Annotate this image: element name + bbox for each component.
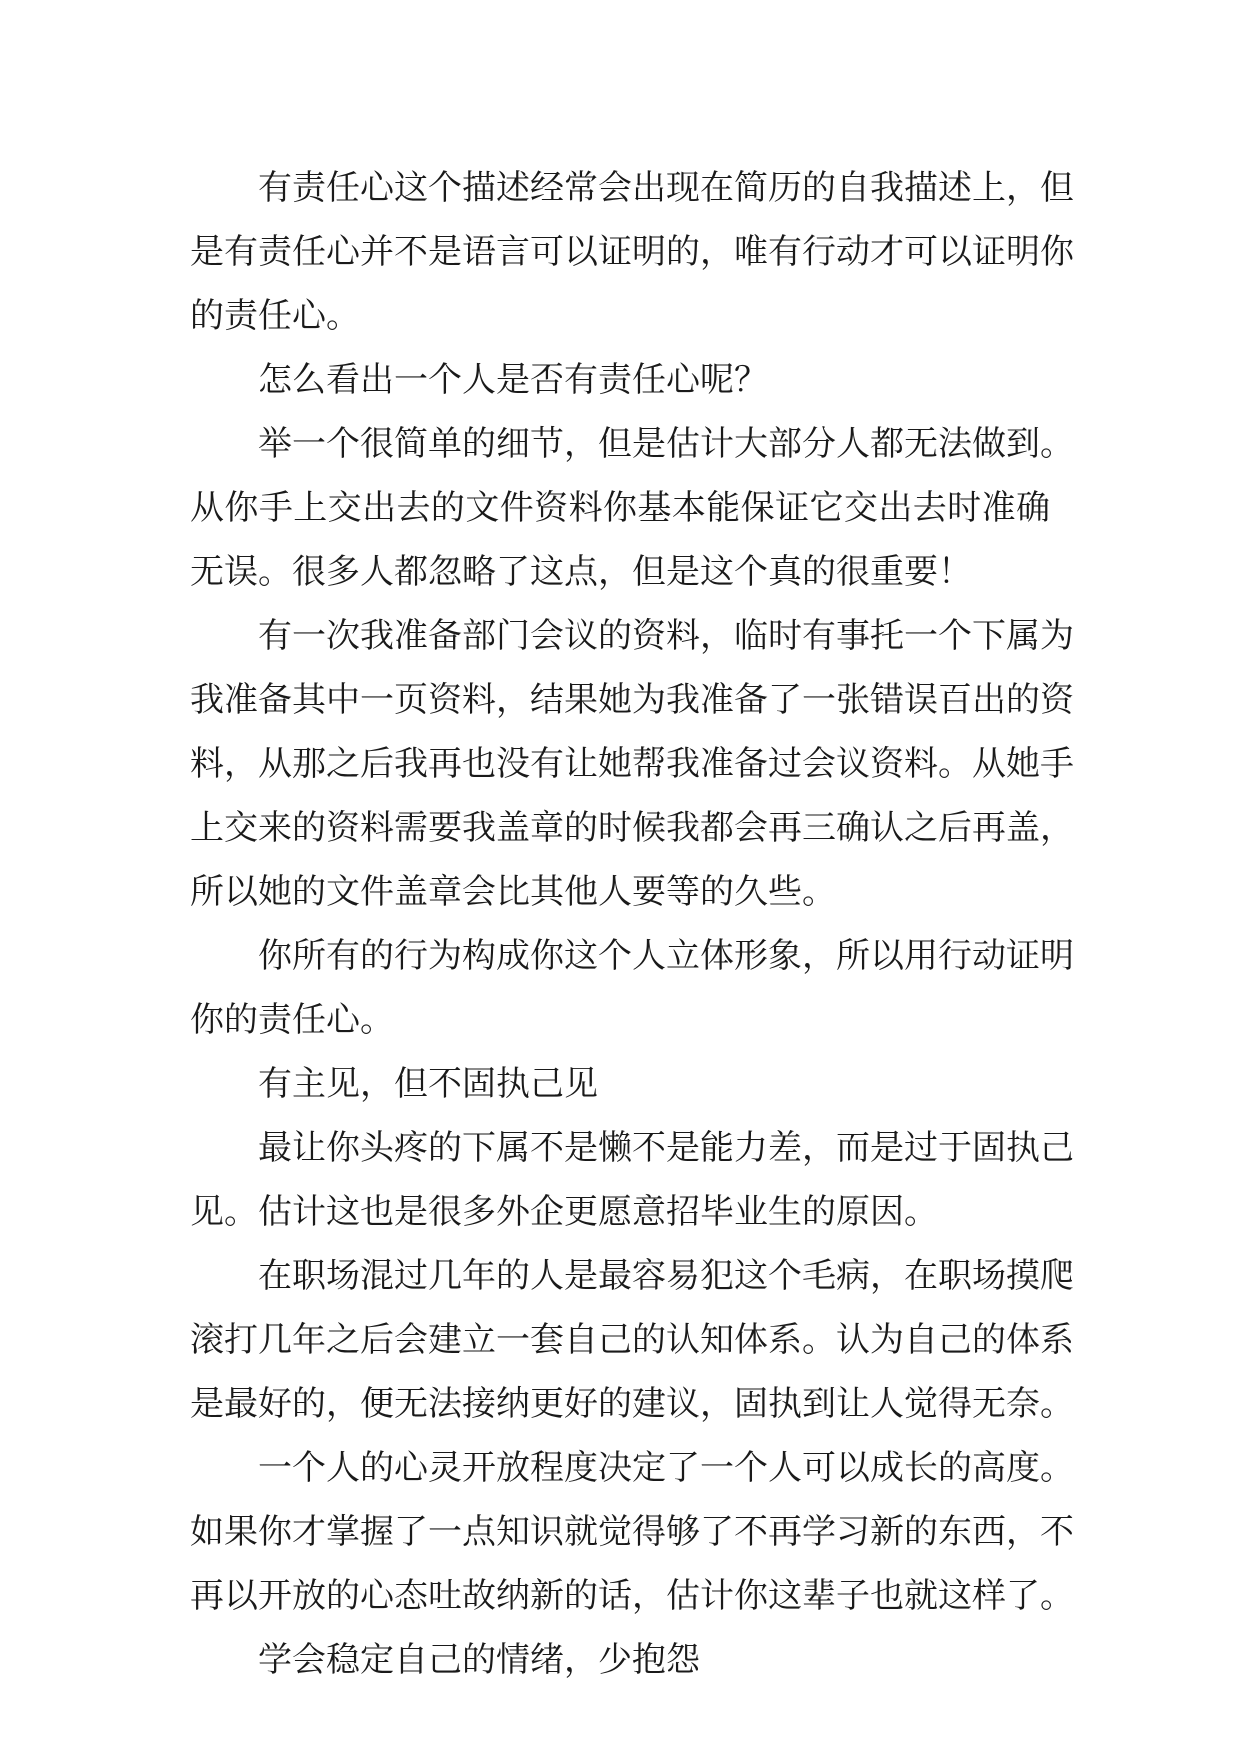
paragraph-line: 再以开放的心态吐故纳新的话，估计你这辈子也就这样了。 xyxy=(190,1576,1074,1616)
paragraph-line: 我准备其中一页资料，结果她为我准备了一张错误百出的资 xyxy=(190,680,1074,720)
document-body xyxy=(190,156,1074,1692)
paragraph-line: 怎么看出一个人是否有责任心呢？ xyxy=(258,360,768,400)
paragraph-line: 一个人的心灵开放程度决定了一个人可以成长的高度。 xyxy=(258,1448,1074,1488)
paragraph-line: 有责任心这个描述经常会出现在简历的自我描述上，但 xyxy=(258,168,1074,208)
paragraph-line: 学会稳定自己的情绪，少抱怨 xyxy=(258,1640,700,1680)
paragraph-line: 最让你头疼的下属不是懒不是能力差，而是过于固执己 xyxy=(258,1128,1074,1168)
paragraph-line: 有一次我准备部门会议的资料，临时有事托一个下属为 xyxy=(258,616,1074,656)
paragraph-line: 从你手上交出去的文件资料你基本能保证它交出去时准确 xyxy=(190,488,1050,528)
paragraph-line: 上交来的资料需要我盖章的时候我都会再三确认之后再盖， xyxy=(190,808,1074,848)
paragraph-5 xyxy=(190,924,1074,1052)
paragraph-line: 料，从那之后我再也没有让她帮我准备过会议资料。从她手 xyxy=(190,744,1074,784)
paragraph-line: 有主见，但不固执己见 xyxy=(258,1064,598,1104)
paragraph-line: 所以她的文件盖章会比其他人要等的久些。 xyxy=(190,872,836,912)
paragraph-line: 在职场混过几年的人是最容易犯这个毛病，在职场摸爬 xyxy=(258,1256,1074,1296)
paragraph-line: 是最好的，便无法接纳更好的建议，固执到让人觉得无奈。 xyxy=(190,1384,1074,1424)
paragraph-line: 举一个很简单的细节，但是估计大部分人都无法做到。 xyxy=(258,424,1074,464)
paragraph-3 xyxy=(190,412,1074,604)
paragraph-line: 无误。很多人都忽略了这点，但是这个真的很重要！ xyxy=(190,552,972,592)
paragraph-line: 的责任心。 xyxy=(190,296,360,336)
paragraph-8 xyxy=(190,1244,1074,1436)
paragraph-6 xyxy=(190,1052,1050,1116)
paragraph-line: 你所有的行为构成你这个人立体形象，所以用行动证明 xyxy=(258,936,1074,976)
paragraph-line: 滚打几年之后会建立一套自己的认知体系。认为自己的体系 xyxy=(190,1320,1074,1360)
paragraph-line: 如果你才掌握了一点知识就觉得够了不再学习新的东西，不 xyxy=(190,1512,1074,1552)
paragraph-line: 见。估计这也是很多外企更愿意招毕业生的原因。 xyxy=(190,1192,938,1232)
paragraph-2 xyxy=(190,348,1050,412)
paragraph-10 xyxy=(190,1628,1050,1692)
paragraph-7 xyxy=(190,1116,1074,1244)
paragraph-line: 是有责任心并不是语言可以证明的，唯有行动才可以证明你 xyxy=(190,232,1074,272)
paragraph-9 xyxy=(190,1436,1074,1628)
paragraph-line: 你的责任心。 xyxy=(190,1000,394,1040)
paragraph-1 xyxy=(190,156,1074,348)
paragraph-4 xyxy=(190,604,1074,924)
